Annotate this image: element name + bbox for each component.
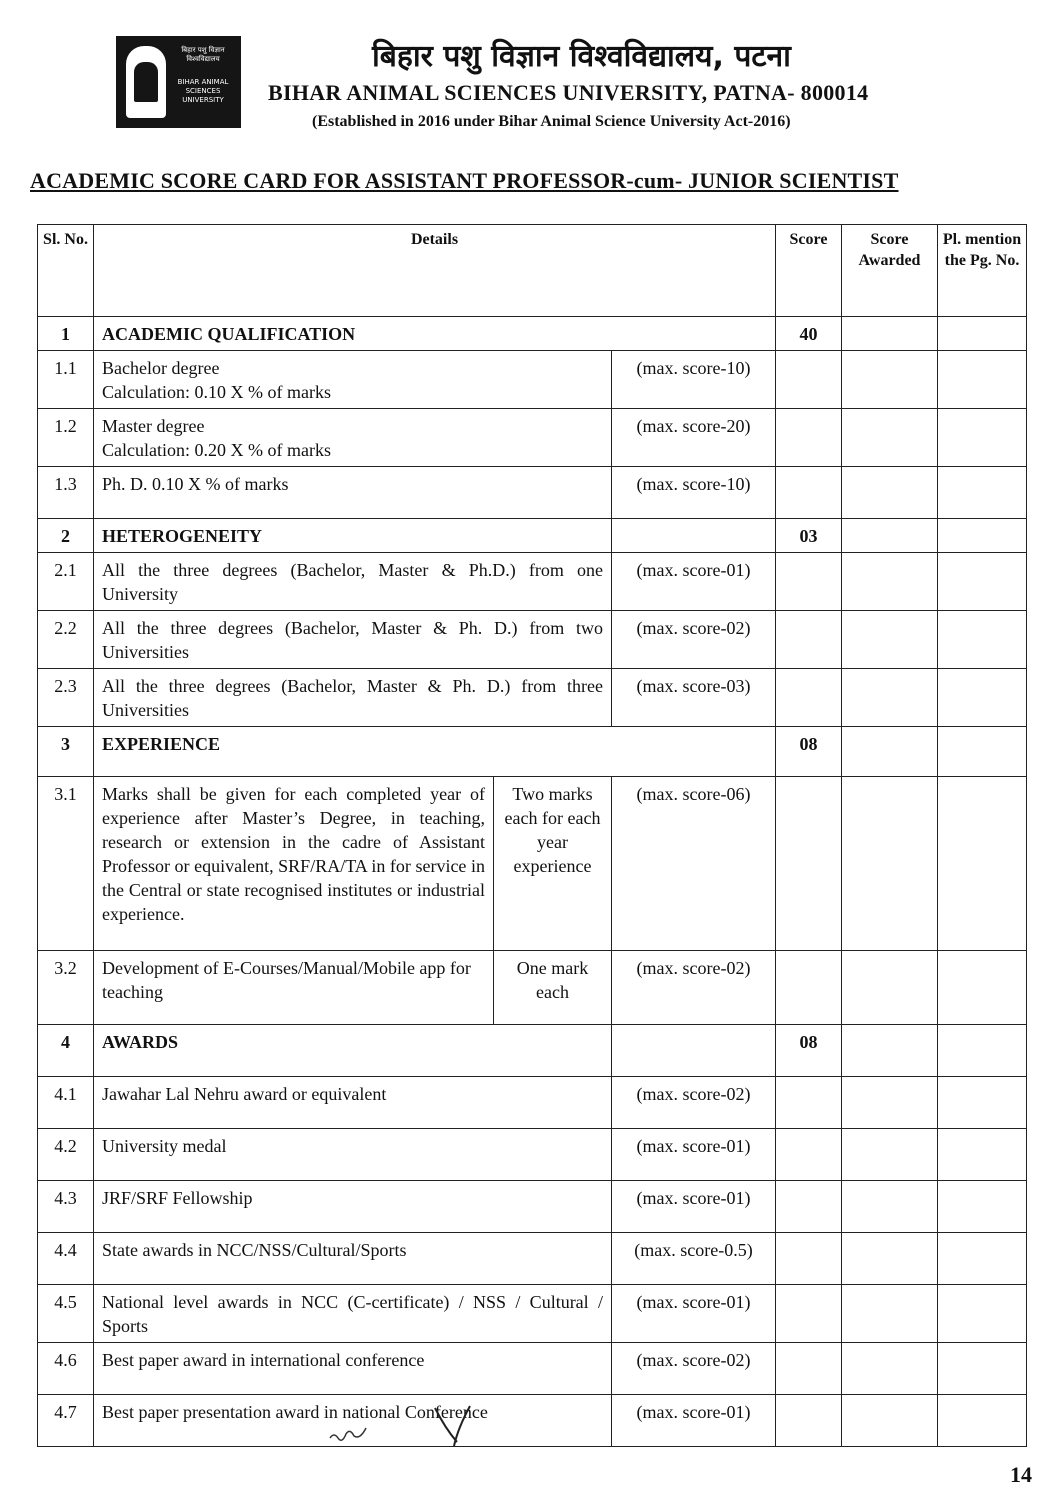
logo-text (172, 46, 234, 105)
sl-number: 4.4 (38, 1233, 94, 1285)
score-cell (776, 553, 842, 611)
score-awarded-cell[interactable] (842, 1077, 938, 1129)
max-score: (max. score-03) (612, 669, 776, 727)
sl-number: 3.2 (38, 951, 94, 1025)
score-awarded-cell[interactable] (842, 1233, 938, 1285)
score-awarded-cell[interactable] (842, 467, 938, 519)
table-row (38, 553, 1027, 611)
header-sl: Sl. No. (38, 225, 94, 317)
section-title: EXPERIENCE (94, 727, 776, 777)
table-row (38, 1285, 1027, 1343)
score-awarded-cell[interactable] (842, 611, 938, 669)
score-cell (776, 1077, 842, 1129)
detail-text: All the three degrees (Bachelor, Master & Ph. D.) from three Universities (94, 669, 612, 727)
score-cell (776, 1233, 842, 1285)
detail-text: Best paper award in international conference (94, 1343, 612, 1395)
max-score: (max. score-01) (612, 1285, 776, 1343)
max-score: (max. score-06) (612, 777, 776, 951)
logo-text-english: BIHAR ANIMAL SCIENCES UNIVERSITY (177, 78, 229, 104)
table-row (38, 1343, 1027, 1395)
table-row (38, 1395, 1027, 1447)
score-cell (776, 351, 842, 409)
sl-number: 2.3 (38, 669, 94, 727)
establishment-note: (Established in 2016 under Bihar Animal Science University Act-2016) (312, 113, 791, 130)
score-cell (776, 1181, 842, 1233)
max-score: (max. score-0.5) (612, 1233, 776, 1285)
sl-number: 4.3 (38, 1181, 94, 1233)
table-row (38, 1077, 1027, 1129)
page-number-cell[interactable] (938, 467, 1027, 519)
page-title: ACADEMIC SCORE CARD FOR ASSISTANT PROFESSOR-cum- JUNIOR SCIENTIST (30, 168, 899, 193)
empty-cell (612, 519, 776, 553)
score-cell (776, 669, 842, 727)
page-number-cell[interactable] (938, 777, 1027, 951)
detail-text: National level awards in NCC (C-certificate) / NSS / Cultural / Sports (94, 1285, 612, 1343)
emblem-icon (126, 46, 166, 118)
page-number-cell[interactable] (938, 1343, 1027, 1395)
sl-number: 2.1 (38, 553, 94, 611)
max-score: (max. score-01) (612, 1181, 776, 1233)
score-awarded-cell[interactable] (842, 669, 938, 727)
detail-text: Marks shall be given for each completed year of experience after Master’s Degree, in teaching, research or extension in the cadre of Assistant Professor or equivalent, SRF/RA/TA in for service in the Central or state recognised institutes or industrial experience. (94, 777, 494, 951)
detail-cell (94, 351, 612, 409)
table-row (38, 351, 1027, 409)
score-awarded-cell[interactable] (842, 1285, 938, 1343)
handwritten-signature (320, 1398, 490, 1458)
detail-text: Ph. D. 0.10 X % of marks (94, 467, 612, 519)
score-awarded-cell[interactable] (842, 553, 938, 611)
max-score: (max. score-02) (612, 1077, 776, 1129)
section-score: 03 (776, 519, 842, 553)
table-row (38, 1181, 1027, 1233)
score-card-table (37, 224, 1027, 1447)
max-score: (max. score-01) (612, 1129, 776, 1181)
page-number-cell[interactable] (938, 669, 1027, 727)
detail-text: Development of E-Courses/Manual/Mobile app for teaching (94, 951, 494, 1025)
max-score: (max. score-10) (612, 351, 776, 409)
section-score: 08 (776, 1025, 842, 1077)
logo-text-hindi: बिहार पशु विज्ञान विश्वविद्यालय (181, 46, 225, 63)
header-details: Details (94, 225, 776, 317)
sl-number: 4.6 (38, 1343, 94, 1395)
header-row (38, 225, 1027, 317)
section-title: ACADEMIC QUALIFICATION (94, 317, 776, 351)
sl-number: 4.5 (38, 1285, 94, 1343)
score-awarded-cell[interactable] (842, 1129, 938, 1181)
section-row (38, 519, 1027, 553)
unit-marks: Two marks each for each year experience (494, 777, 612, 951)
score-cell (776, 1343, 842, 1395)
section-title: HETEROGENEITY (94, 519, 612, 553)
detail-text: Jawahar Lal Nehru award or equivalent (94, 1077, 612, 1129)
detail-cell (94, 409, 612, 467)
sl-number: 1.3 (38, 467, 94, 519)
sl-number: 4.1 (38, 1077, 94, 1129)
score-cell (776, 409, 842, 467)
sl-number: 3.1 (38, 777, 94, 951)
page-number: 14 (1010, 1462, 1032, 1487)
empty-cell (612, 1025, 776, 1077)
section-title: AWARDS (94, 1025, 612, 1077)
sl-number: 1.2 (38, 409, 94, 467)
detail-text: Best paper presentation award in national Conference (94, 1395, 612, 1447)
detail-text: JRF/SRF Fellowship (94, 1181, 612, 1233)
score-cell (776, 467, 842, 519)
detail-text: All the three degrees (Bachelor, Master & Ph.D.) from one University (94, 553, 612, 611)
table-row (38, 467, 1027, 519)
page-number-cell[interactable] (938, 1285, 1027, 1343)
section-row (38, 317, 1027, 351)
section-score: 40 (776, 317, 842, 351)
score-awarded-cell[interactable] (842, 1025, 938, 1077)
detail-text: University medal (94, 1129, 612, 1181)
max-score: (max. score-01) (612, 1395, 776, 1447)
table-row (38, 611, 1027, 669)
page-number-cell[interactable] (938, 351, 1027, 409)
sl-number: 4.7 (38, 1395, 94, 1447)
score-awarded-cell[interactable] (842, 951, 938, 1025)
detail-text: Master degree (102, 416, 205, 436)
sl-number: 3 (38, 727, 94, 777)
page-number-cell[interactable] (938, 611, 1027, 669)
page-number-cell[interactable] (938, 1129, 1027, 1181)
page-number-cell[interactable] (938, 553, 1027, 611)
sl-number: 2.2 (38, 611, 94, 669)
page-number-cell[interactable] (938, 519, 1027, 553)
score-cell (776, 1395, 842, 1447)
section-row (38, 1025, 1027, 1077)
sl-number: 1.1 (38, 351, 94, 409)
score-cell (776, 611, 842, 669)
table-row (38, 1233, 1027, 1285)
page-number-cell[interactable] (938, 951, 1027, 1025)
score-awarded-cell[interactable] (842, 1343, 938, 1395)
table-row (38, 409, 1027, 467)
max-score: (max. score-02) (612, 951, 776, 1025)
score-awarded-cell[interactable] (842, 1395, 938, 1447)
section-row (38, 727, 1027, 777)
max-score: (max. score-20) (612, 409, 776, 467)
score-awarded-cell[interactable] (842, 1181, 938, 1233)
table-row (38, 777, 1027, 951)
calculation-text: Calculation: 0.20 X % of marks (102, 440, 331, 460)
detail-text: State awards in NCC/NSS/Cultural/Sports (94, 1233, 612, 1285)
unit-marks: One mark each (494, 951, 612, 1025)
university-logo (116, 36, 241, 128)
table-row (38, 669, 1027, 727)
page-number-cell[interactable] (938, 317, 1027, 351)
page-number-cell[interactable] (938, 1077, 1027, 1129)
section-score: 08 (776, 727, 842, 777)
table-row (38, 951, 1027, 1025)
max-score: (max. score-10) (612, 467, 776, 519)
sl-number: 1 (38, 317, 94, 351)
score-awarded-cell[interactable] (842, 317, 938, 351)
sl-number: 4.2 (38, 1129, 94, 1181)
table-row (38, 1129, 1027, 1181)
page-number-cell[interactable] (938, 409, 1027, 467)
page-number-cell[interactable] (938, 1233, 1027, 1285)
score-awarded-cell[interactable] (842, 519, 938, 553)
score-cell (776, 1129, 842, 1181)
sl-number: 4 (38, 1025, 94, 1077)
calculation-text: Calculation: 0.10 X % of marks (102, 382, 331, 402)
page-number-cell[interactable] (938, 1181, 1027, 1233)
score-awarded-cell[interactable] (842, 777, 938, 951)
university-name-english: BIHAR ANIMAL SCIENCES UNIVERSITY, PATNA- 800014 (268, 80, 869, 105)
sl-number: 2 (38, 519, 94, 553)
score-awarded-cell[interactable] (842, 727, 938, 777)
score-cell (776, 951, 842, 1025)
page-number-cell[interactable] (938, 727, 1027, 777)
header-score: Score (776, 225, 842, 317)
header-score-awarded: Score Awarded (842, 225, 938, 317)
detail-text: Bachelor degree (102, 358, 220, 378)
page-number-cell[interactable] (938, 1395, 1027, 1447)
page-number-cell[interactable] (938, 1025, 1027, 1077)
score-awarded-cell[interactable] (842, 351, 938, 409)
header-page-number: Pl. mention the Pg. No. (938, 225, 1027, 317)
score-cell (776, 777, 842, 951)
max-score: (max. score-01) (612, 553, 776, 611)
max-score: (max. score-02) (612, 611, 776, 669)
university-name-hindi: बिहार पशु विज्ञान विश्वविद्यालय, पटना (372, 39, 791, 74)
score-cell (776, 1285, 842, 1343)
max-score: (max. score-02) (612, 1343, 776, 1395)
detail-text: All the three degrees (Bachelor, Master & Ph. D.) from two Universities (94, 611, 612, 669)
score-awarded-cell[interactable] (842, 409, 938, 467)
